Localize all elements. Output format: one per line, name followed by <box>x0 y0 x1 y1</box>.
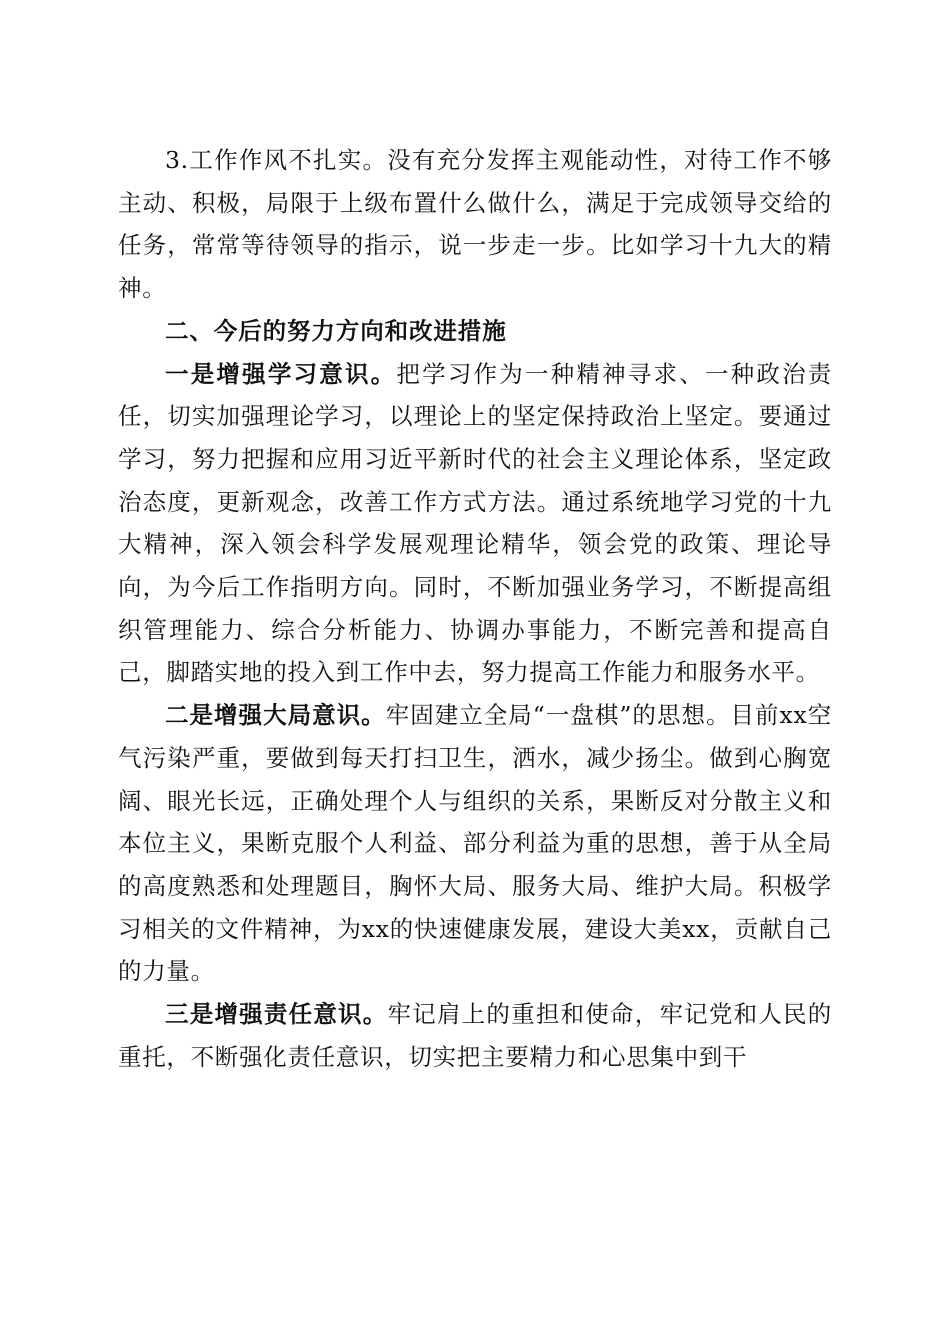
measure-overall-awareness <box>118 694 832 993</box>
measure-text: 牢固建立全局“一盘棋”的思想。目前xx空气污染严重，要做到每天打扫卫生，洒水，减少扬尘。做到心胸宽阔、眼光长远，正确处理个人与组织的关系，果断反对分散主义和本位主义，果断克服个人利益、部分利益为重的思想，善于从全局的高度熟悉和处理题目，胸怀大局、服务大局、维护大局。积极学习相关的文件精神，为xx的快速健康发展，建设大美xx，贡献自己的力量。 <box>118 701 832 986</box>
paragraph-text: 3.工作作风不扎实。没有充分发挥主观能动性，对待工作不够主动、积极，局限于上级布置什么做什么，满足于完成领导交给的任务，常常等待领导的指示，说一步走一步。比如学习十九大的精神。 <box>118 146 832 303</box>
document-page <box>118 139 832 1078</box>
measure-lead: 三是增强责任意识。 <box>165 1000 388 1029</box>
section-heading: 二、今后的努力方向和改进措施 <box>165 316 507 345</box>
paragraph-work-style <box>118 139 832 310</box>
measure-text: 牢记肩上的重担和使命，牢记党和人民的重托，不断强化责任意识，切实把主要精力和心思集中到干 <box>118 1000 832 1071</box>
measure-text: 把学习作为一种精神寻求、一种政治责任，切实加强理论学习，以理论上的坚定保持政治上坚定。要通过学习，努力把握和应用习近平新时代的社会主义理论体系，坚定政治态度，更新观念，改善工作方式方法。通过系统地学习党的十九大精神，深入领会科学发展观理论精华，领会党的政策、理论导向，为今后工作指明方向。同时，不断加强业务学习，不断提高组织管理能力、综合分析能力、协调办事能力，不断完善和提高自己，脚踏实地的投入到工作中去，努力提高工作能力和服务水平。 <box>118 359 832 687</box>
measure-lead: 二是增强大局意识。 <box>165 701 386 730</box>
measure-lead: 一是增强学习意识。 <box>165 359 397 388</box>
measure-study-awareness <box>118 353 832 695</box>
measure-responsibility-awareness <box>118 993 832 1078</box>
